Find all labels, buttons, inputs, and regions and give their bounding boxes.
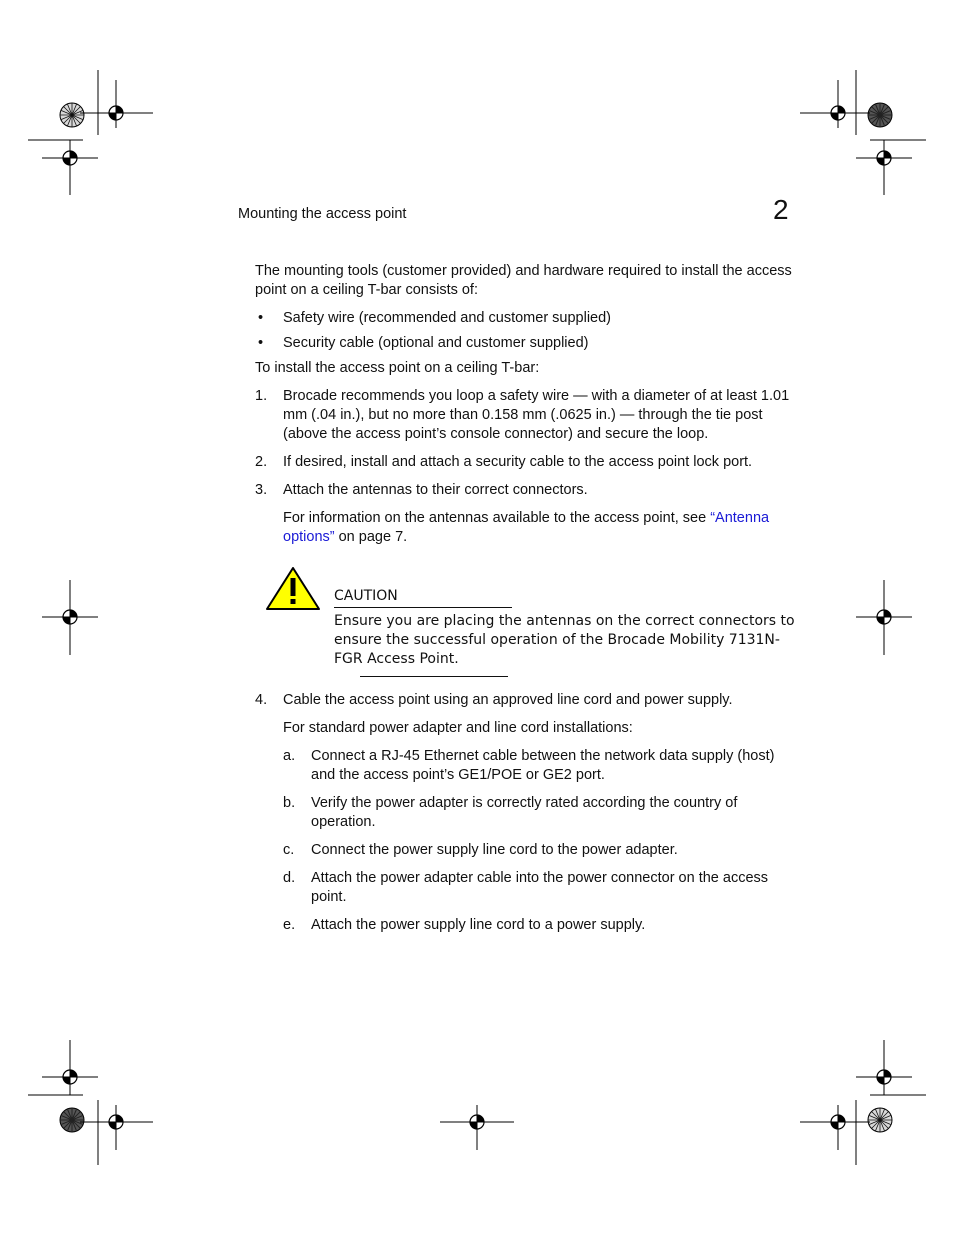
running-header: Mounting the access point xyxy=(238,206,407,222)
step-text: If desired, install and attach a security cable to the access point lock port. xyxy=(283,454,753,470)
step4-note: For standard power adapter and line cord installations: xyxy=(283,720,633,736)
bullet-item: Safety wire (recommended and customer supplied) xyxy=(283,310,612,326)
bullet-marker: • xyxy=(258,335,264,351)
step-text: Attach the antennas to their correct connectors. xyxy=(283,482,588,498)
step-number: 2. xyxy=(255,454,268,470)
caution-rule-bottom xyxy=(360,676,508,677)
step-text: Cable the access point using an approved line cord and power supply. xyxy=(283,692,733,708)
antenna-options-link[interactable]: “Antenna options” xyxy=(283,510,770,545)
step-number: 4. xyxy=(255,692,268,708)
substep-text: Connect a RJ-45 Ethernet cable between the network data supply (host) and the access point’s GE1/POE or GE2 port. xyxy=(311,748,775,783)
caution-label: CAUTION xyxy=(334,588,398,604)
substep-text: Attach the power supply line cord to a power supply. xyxy=(311,917,646,933)
bullet-item: Security cable (optional and customer supplied) xyxy=(283,335,589,351)
step3-note-text: on page 7. xyxy=(334,529,408,545)
step-number: 3. xyxy=(255,482,268,498)
lead-in-paragraph: To install the access point on a ceiling T-bar: xyxy=(255,360,540,376)
intro-paragraph: The mounting tools (customer provided) and hardware required to install the access point on a ceiling T-bar consists of: xyxy=(255,263,792,298)
substep-letter: a. xyxy=(283,748,296,764)
substep-letter: e. xyxy=(283,917,296,933)
step3-note-text: For information on the antennas available to the access point, see xyxy=(283,510,711,526)
substep-letter: d. xyxy=(283,870,296,886)
chapter-number: 2 xyxy=(773,194,789,225)
substep-text: Attach the power adapter cable into the power connector on the access point. xyxy=(311,870,769,905)
bullet-marker: • xyxy=(258,310,264,326)
step3-note xyxy=(283,509,788,547)
caution-rule-top xyxy=(334,607,512,608)
substep-text: Connect the power supply line cord to the power adapter. xyxy=(311,842,678,858)
warning-triangle-icon xyxy=(265,566,321,611)
caution-text: Ensure you are placing the antennas on the correct connectors to ensure the successful operation of the Brocade Mobility 7131N-FGR Access Point. xyxy=(334,613,795,667)
step-text: Brocade recommends you loop a safety wire — with a diameter of at least 1.01 mm (.04 in.), but no more than 0.158 mm (.0625 in.) — through the tie post (above the access point’s console connector) and secure the loop. xyxy=(283,388,790,442)
substep-text: Verify the power adapter is correctly rated according the country of operation. xyxy=(311,795,738,830)
substep-letter: c. xyxy=(283,842,295,858)
step-number: 1. xyxy=(255,388,268,404)
substep-letter: b. xyxy=(283,795,296,811)
